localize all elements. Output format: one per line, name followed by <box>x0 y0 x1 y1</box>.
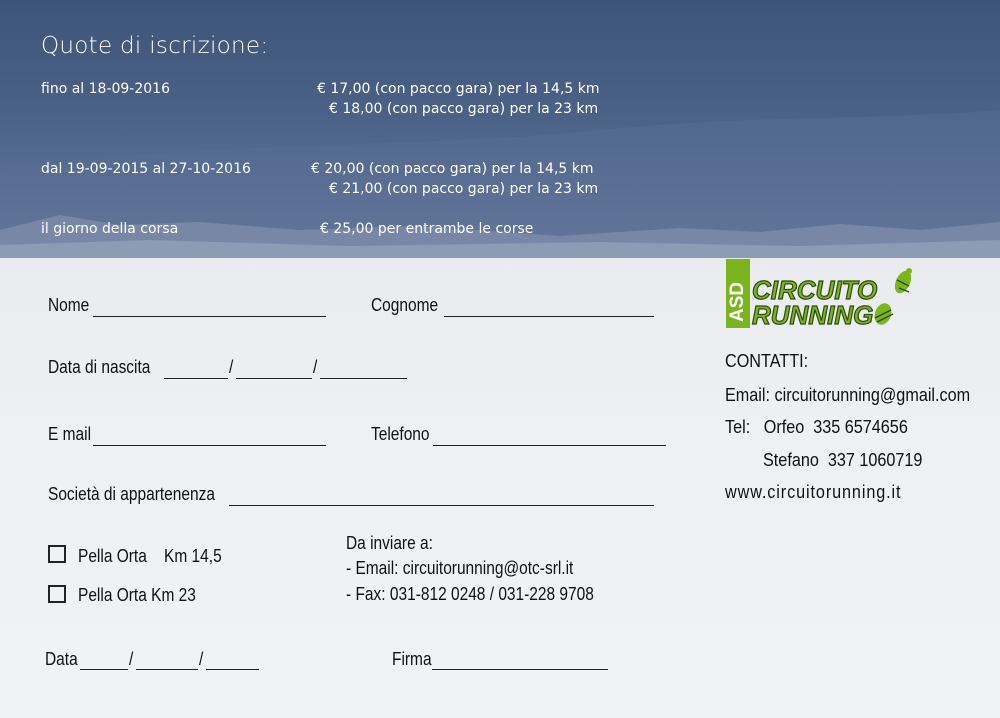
birth-slash-2: / <box>313 357 318 377</box>
send-fax: - Fax: 031-812 0248 / 031-228 9708 <box>346 584 594 604</box>
send-title: Da inviare a: <box>346 533 433 553</box>
fee-period-3: il giorno della corsa <box>41 221 179 237</box>
firma-field[interactable] <box>432 669 608 670</box>
fees-title: Quote di iscrizione: <box>41 33 269 59</box>
contacts-title: CONTATTI: <box>725 351 809 371</box>
contacts-email: Email: circuitorunning@gmail.com <box>725 385 971 405</box>
birth-month-field[interactable] <box>236 378 312 379</box>
firma-label: Firma <box>392 649 432 669</box>
date-slash-1: / <box>129 649 134 669</box>
data-nascita-label: Data di nascita <box>48 357 151 377</box>
logo-asd-text: ASD <box>727 281 748 322</box>
date-day-field[interactable] <box>80 669 128 670</box>
telefono-field[interactable] <box>433 445 666 446</box>
birth-year-field[interactable] <box>320 378 407 379</box>
birth-day-field[interactable] <box>164 378 228 379</box>
contacts-tel-orfeo: Tel: Orfeo 335 6574656 <box>725 417 908 437</box>
date-month-field[interactable] <box>136 669 198 670</box>
race-23-checkbox[interactable] <box>48 585 66 603</box>
send-email: - Email: circuitorunning@otc-srl.it <box>346 558 574 578</box>
nome-label: Nome <box>48 295 90 315</box>
race-23-label: Pella Orta Km 23 <box>78 585 196 605</box>
race-14-checkbox[interactable] <box>48 545 66 563</box>
fee-price-3: € 25,00 per entrambe le corse <box>320 221 534 237</box>
race-14-label: Pella Orta Km 14,5 <box>78 546 222 566</box>
birth-slash-1: / <box>229 357 234 377</box>
telefono-label: Telefono <box>371 424 430 444</box>
email-field[interactable] <box>93 445 326 446</box>
circuito-running-logo <box>725 258 925 333</box>
fee-period-2: dal 19-09-2015 al 27-10-2016 <box>41 161 251 177</box>
nome-field[interactable] <box>93 316 326 317</box>
data-label: Data <box>45 649 78 669</box>
email-label: E mail <box>48 424 92 444</box>
societa-field[interactable] <box>229 505 654 506</box>
fee-period-1: fino al 18-09-2016 <box>41 81 170 97</box>
logo-shoeprint-icon <box>872 268 915 327</box>
logo-line2: RUNNING <box>752 300 874 330</box>
cognome-field[interactable] <box>444 316 654 317</box>
societa-label: Società di appartenenza <box>48 484 215 504</box>
fees-panel <box>0 0 1000 258</box>
fee-price-1b: € 18,00 (con pacco gara) per la 23 km <box>329 101 599 117</box>
logo-line1: CIRCUITO <box>752 275 878 305</box>
contacts-website[interactable]: www.circuitorunning.it <box>725 482 902 502</box>
fee-price-2b: € 21,00 (con pacco gara) per la 23 km <box>329 181 599 197</box>
fee-price-1a: € 17,00 (con pacco gara) per la 14,5 km <box>317 81 600 97</box>
date-slash-2: / <box>199 649 204 669</box>
fee-price-2a: € 20,00 (con pacco gara) per la 14,5 km <box>311 161 594 177</box>
contacts-tel-stefano: Stefano 337 1060719 <box>763 450 923 470</box>
cognome-label: Cognome <box>371 295 439 315</box>
date-year-field[interactable] <box>206 669 259 670</box>
